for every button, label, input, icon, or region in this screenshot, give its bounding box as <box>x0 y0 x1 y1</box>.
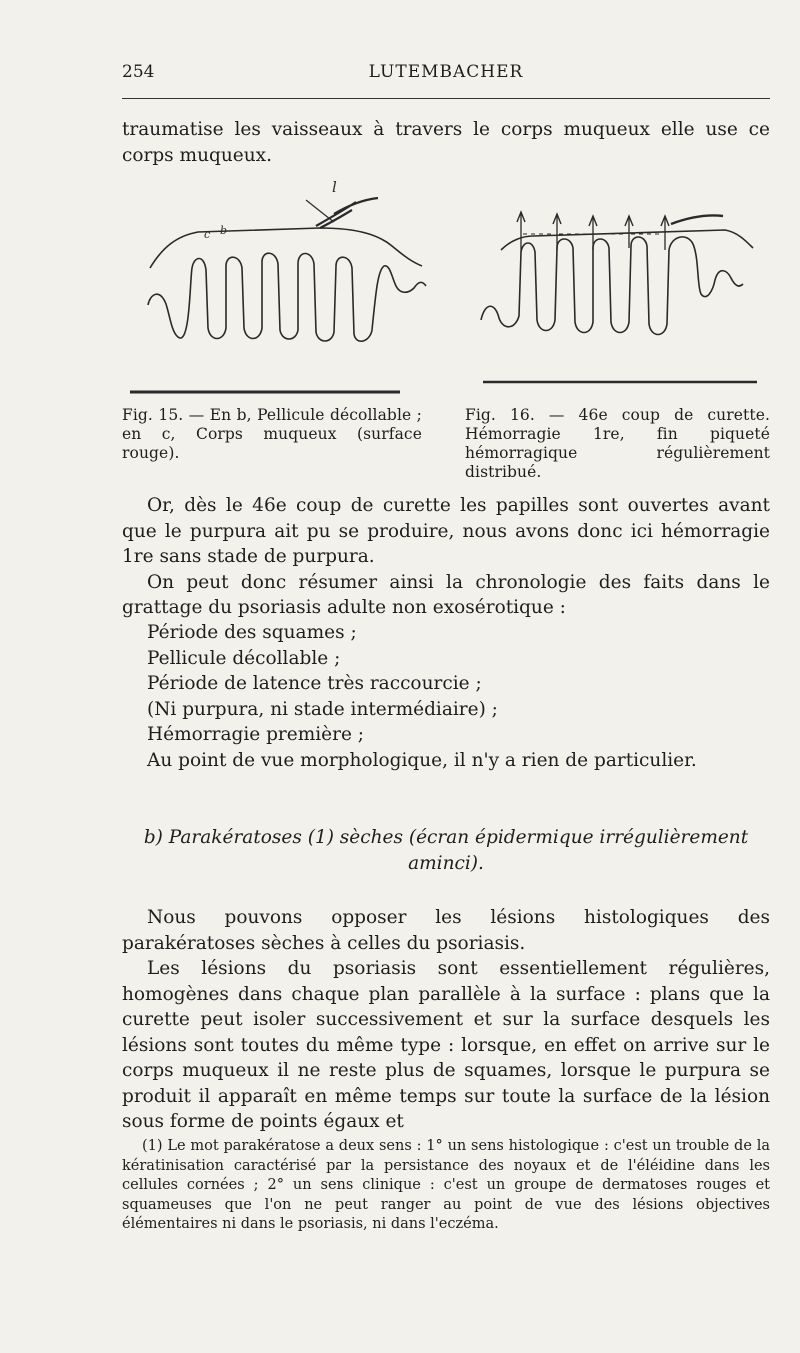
fig15-drawing <box>120 170 440 395</box>
fig15-epidermis-line <box>150 228 422 268</box>
page-header <box>122 62 770 88</box>
list-item: Période des squames ; <box>147 622 357 643</box>
paragraph-3: Nous pouvons opposer les lésions histologiques des parakératoses sèches à celles du psoriasis. <box>122 907 770 954</box>
fig16-epidermis-line <box>501 230 753 250</box>
fig15-label-b: b <box>220 224 228 237</box>
paragraph-1: Or, dès le 46e coup de curette les papilles sont ouvertes avant que le purpura ait pu se produire, nous avons donc ici hémorragie 1re sans stade de purpura. <box>122 495 770 567</box>
footnote <box>122 1137 770 1235</box>
page-number: 254 <box>122 62 155 82</box>
section-subheading <box>122 825 770 876</box>
header-rule <box>122 98 770 99</box>
list-item: Pellicule décollable ; <box>147 647 341 669</box>
intro-paragraph: traumatise les vaisseaux à travers le corps muqueux elle use ce corps muqueux. <box>122 119 770 166</box>
fig16-papillae <box>481 237 743 335</box>
paragraph-2: On peut donc résumer ainsi la chronologie des faits dans le grattage du psoriasis adulte non exosérotique : <box>122 571 770 618</box>
section-paragraphs <box>122 905 770 1135</box>
fig15-papillae <box>148 253 426 341</box>
figures-block <box>120 170 772 400</box>
chronology-list <box>147 620 697 773</box>
fig16-drawing <box>475 170 772 395</box>
list-item: Période de latence très raccourcie ; <box>147 673 482 694</box>
fig15-label-l: l <box>332 178 337 196</box>
fig15-leader <box>306 200 334 222</box>
subheading-line-2: aminci). <box>408 852 484 874</box>
main-paragraphs <box>122 493 770 621</box>
fig16-pellicle <box>671 215 723 224</box>
list-item: Hémorragie première ; <box>147 724 365 745</box>
fig16-caption: Fig. 16. — 46e coup de curette. Hémorragie 1re, fin piqueté hémorragique régulièrement distribué. <box>465 406 770 481</box>
footnote-text: (1) Le mot parakératose a deux sens : 1° un sens histologique : c'est un trouble de la kératinisation caractérisé par la persistance des noyaux et de l'éléidine dans les cellules cornées ; 2° un sens clinique : c'est un groupe de dermatoses rouges et squameuses que l'on ne peut ranger au point de vue des lésions objectives élémentaires ni dans le psoriasis, ni dans l'eczéma. <box>122 1138 770 1232</box>
fig15-label-c: c <box>204 228 211 241</box>
running-title: LUTEMBACHER <box>368 62 524 82</box>
subheading-line-1: b) Parakératoses (1) sèches (écran épidermique irrégulièrement <box>143 827 749 848</box>
fig15-pellicle <box>316 198 378 228</box>
list-item: Au point de vue morphologique, il n'y a rien de particulier. <box>147 749 697 771</box>
list-item: (Ni purpura, ni stade intermédiaire) ; <box>147 698 498 720</box>
fig15-caption: Fig. 15. — En b, Pellicule décollable ; en c, Corps muqueux (surface rouge). <box>122 406 422 462</box>
paragraph-4: Les lésions du psoriasis sont essentiellement régulières, homogènes dans chaque plan parallèle à la surface : plans que la curette peut isoler successivement et sur la surface desquels les lésions sont toutes du même type : lorsque, en effet on arrive sur le corps muqueux il ne reste plus de squames, lorsque le purpura se produit il apparaît en même temps sur toute la surface de la lésion sous forme de points égaux et <box>122 958 770 1132</box>
